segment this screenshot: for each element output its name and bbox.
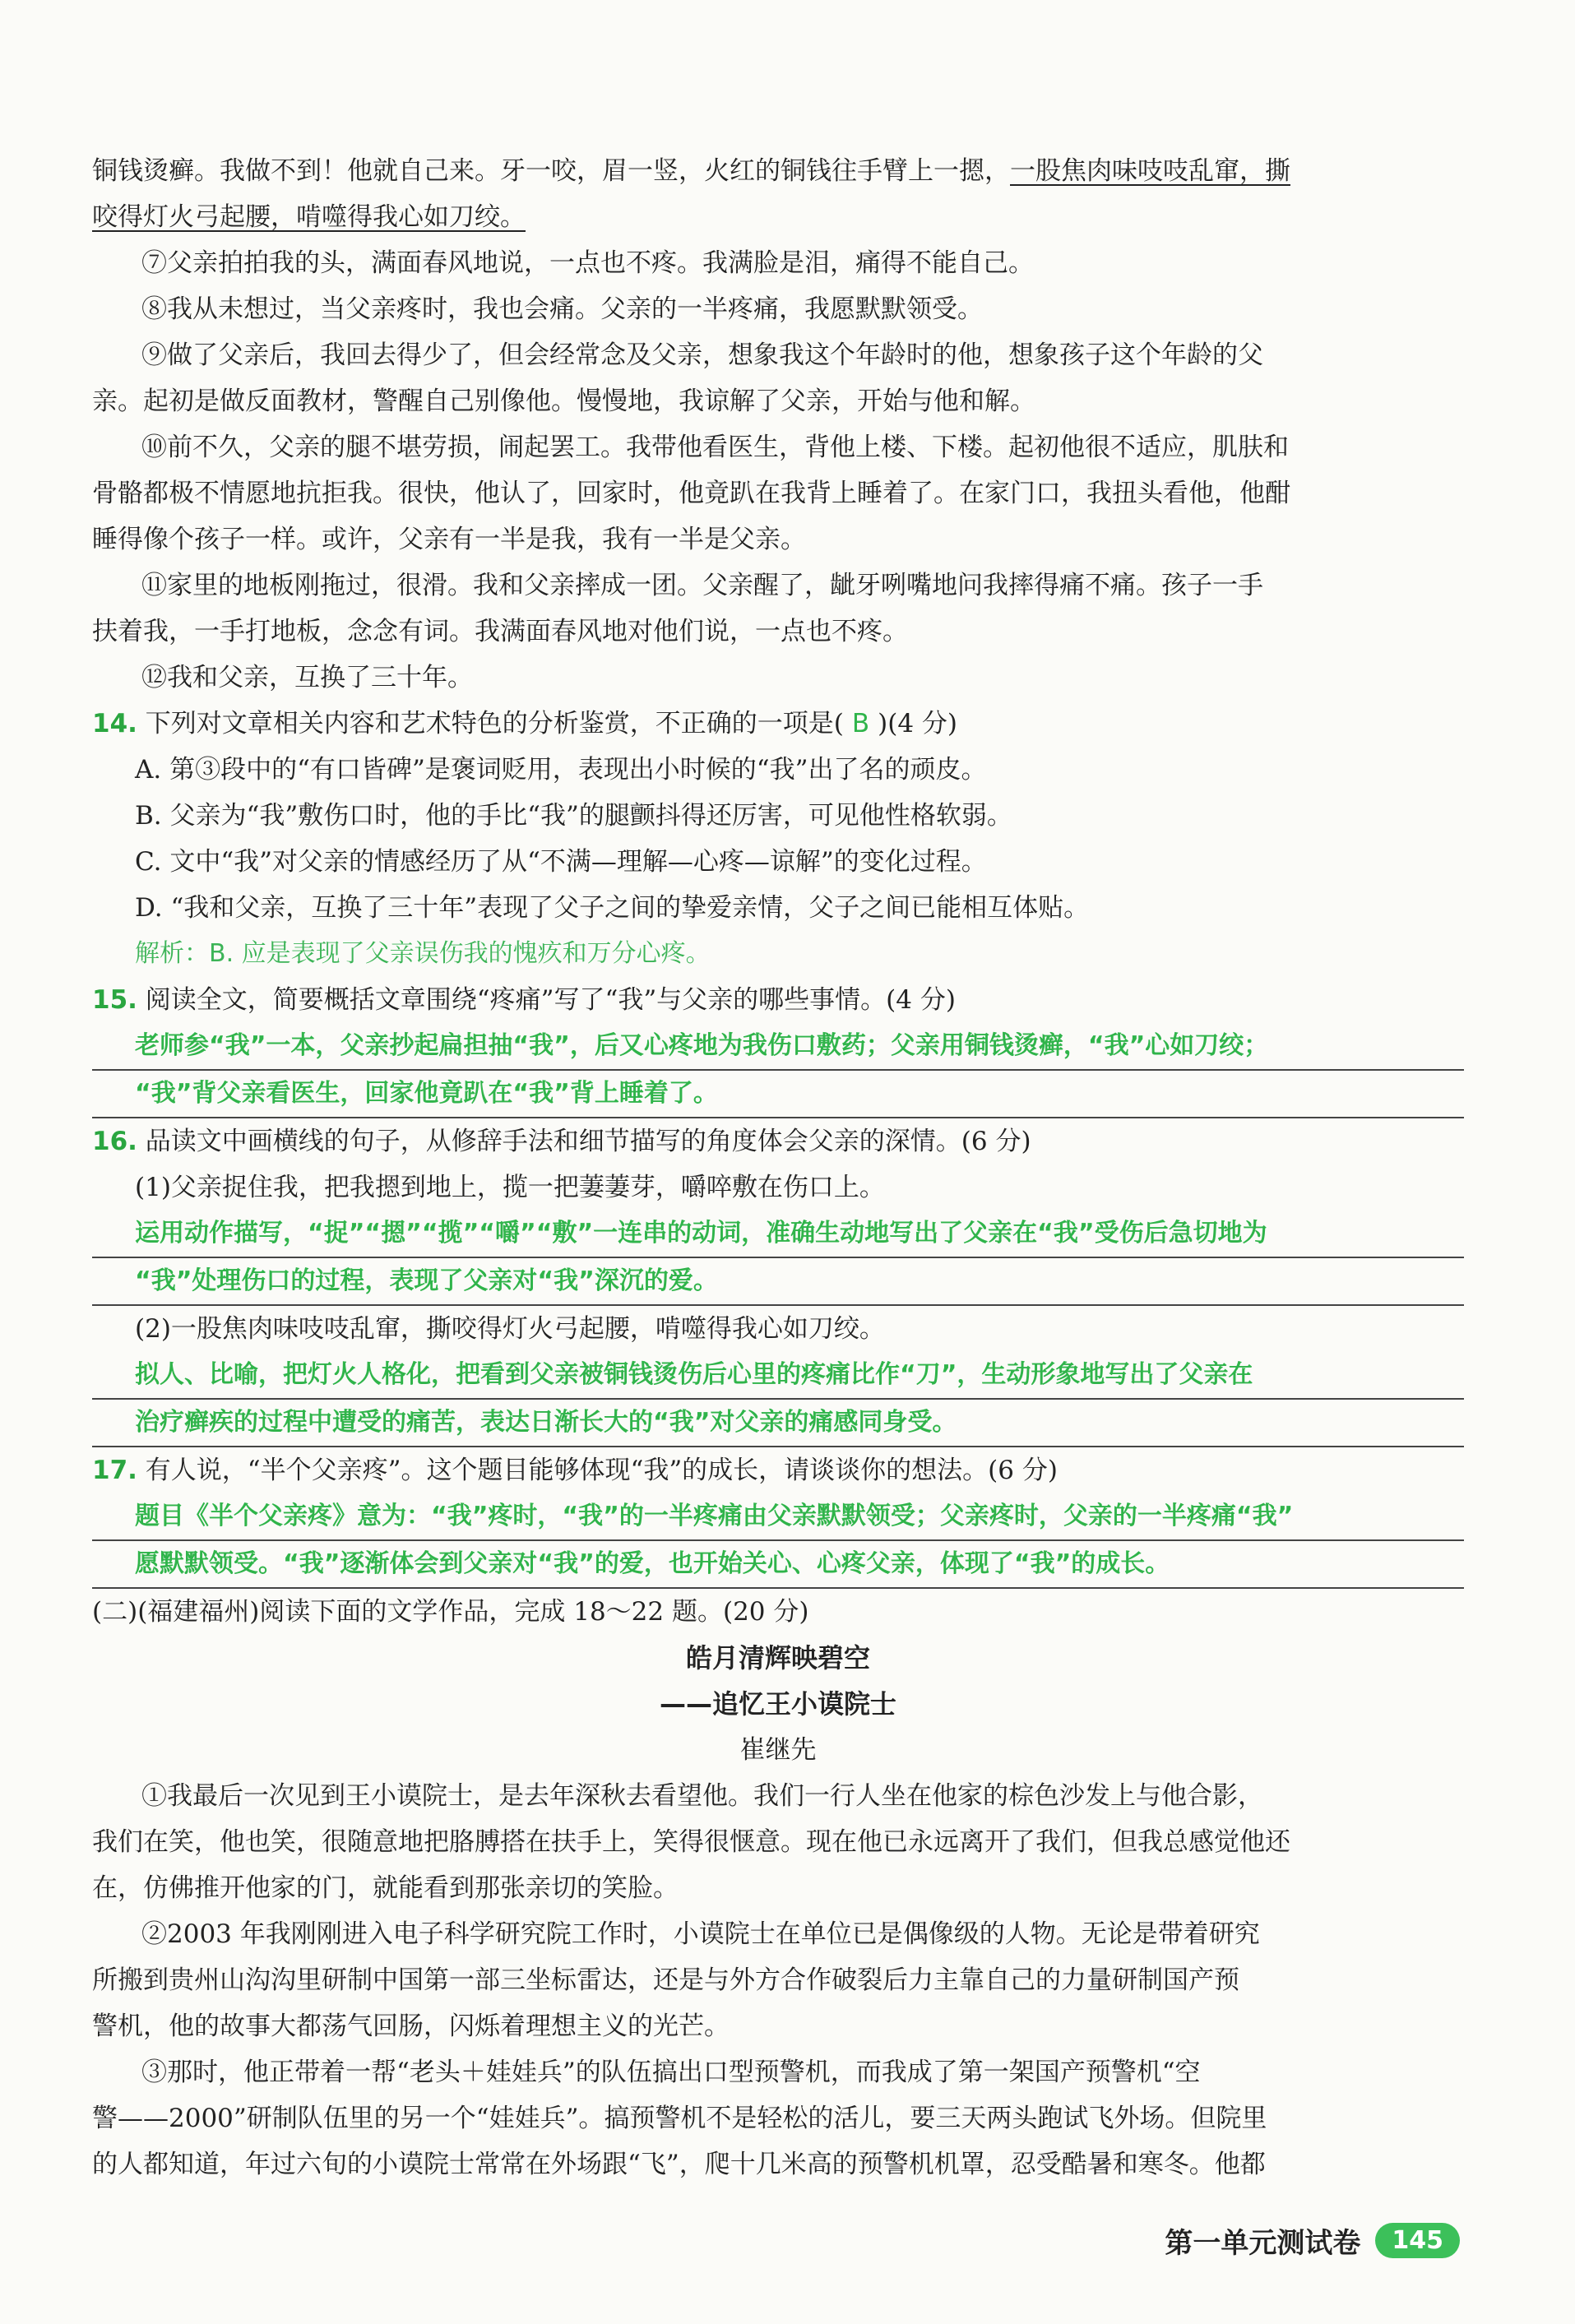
question-17 xyxy=(92,1447,1464,1493)
question-number: 15. xyxy=(92,985,137,1015)
option-b: B. 父亲为“我”敷伤口时，他的手比“我”的腿颤抖得还厉害，可见他性格软弱。 xyxy=(135,801,1012,831)
answer-line: 愿默默领受。“我”逐渐体会到父亲对“我”的爱，也开始关心、心疼父亲，体现了“我”的成长。 xyxy=(92,1541,1464,1589)
article-author: 崔继先 xyxy=(739,1735,817,1765)
option-d: D. “我和父亲，互换了三十年”表现了父子之间的挚爱亲情，父子之间已能相互体贴。 xyxy=(135,893,1090,923)
article-p3-line: 警——2000”研制队伍里的另一个“娃娃兵”。搞预警机不是轻松的活儿，要三天两头跑试飞外场。但院里 xyxy=(92,2104,1267,2133)
option-a: A. 第③段中的“有口皆碑”是褒词贬用，表现出小时候的“我”出了名的顽皮。 xyxy=(135,755,987,785)
unit-title: 第一单元测试卷 xyxy=(1165,2227,1361,2260)
story-text: 铜钱烫癣。我做不到！他就自己来。牙一咬，眉一竖，火红的铜钱往手臂上一摁， xyxy=(92,156,1010,186)
story-line xyxy=(92,148,1464,194)
story-line xyxy=(92,194,1464,240)
option-c: C. 文中“我”对父亲的情感经历了从“不满—理解—心疼—谅解”的变化过程。 xyxy=(135,847,987,877)
page-number-badge: 145 xyxy=(1375,2223,1460,2258)
question-stem: 有人说，“半个父亲疼”。这个题目能够体现“我”的成长，请谈谈你的想法。(6 分) xyxy=(145,1456,1058,1485)
section-heading: (二)(福建福州)阅读下面的文学作品，完成 18～22 题。(20 分) xyxy=(92,1597,809,1627)
answer-line: 治疗癣疾的过程中遭受的痛苦，表达日渐长大的“我”对父亲的痛感同身受。 xyxy=(92,1400,1464,1447)
answer-line: 老师参“我”一本，父亲抄起扁担抽“我”，后又心疼地为我伤口敷药；父亲用铜钱烫癣，“我”心如刀绞； xyxy=(92,1023,1464,1071)
article-p3-line: 的人都知道，年过六旬的小谟院士常常在外场跟“飞”，爬十几米高的预警机机罩，忍受酷暑和寒冬。他都 xyxy=(92,2150,1266,2179)
answer-line: “我”处理伤口的过程，表现了父亲对“我”深沉的爱。 xyxy=(92,1258,1464,1306)
paragraph-9-line: 亲。起初是做反面教材，警醒自己别像他。慢慢地，我谅解了父亲，开始与他和解。 xyxy=(92,387,1035,416)
sub-question-1: (1)父亲捉住我，把我摁到地上，揽一把萋萋芽，嚼啐敷在伤口上。 xyxy=(135,1173,885,1202)
paragraph-11-line: ⑪家里的地板刚拖过，很滑。我和父亲摔成一团。父亲醒了，龇牙咧嘴地问我摔得痛不痛。孩子一手 xyxy=(141,571,1263,600)
paragraph-11-line: 扶着我，一手打地板，念念有词。我满面春风地对他们说，一点也不疼。 xyxy=(92,617,908,646)
question-stem: 下列对文章相关内容和艺术特色的分析鉴赏，不正确的一项是( xyxy=(145,709,844,738)
question-number: 16. xyxy=(92,1127,137,1156)
question-number: 14. xyxy=(92,709,137,738)
question-score: )(4 分) xyxy=(878,709,958,738)
paragraph-10-line: 骨骼都极不情愿地抗拒我。很快，他认了，回家时，他竟趴在我背上睡着了。在家门口，我扭头看他，他酣 xyxy=(92,479,1290,508)
answer-line: 拟人、比喻，把灯火人格化，把看到父亲被铜钱烫伤后心里的疼痛比作“刀”，生动形象地写出了父亲在 xyxy=(92,1352,1464,1400)
paragraph-7: ⑦父亲拍拍我的头，满面春风地说，一点也不疼。我满脸是泪，痛得不能自己。 xyxy=(141,248,1034,278)
question-stem: 阅读全文，简要概括文章围绕“疼痛”写了“我”与父亲的哪些事情。(4 分) xyxy=(145,985,956,1015)
underlined-sentence: 咬得灯火弓起腰，啃噬得我心如刀绞。 xyxy=(92,202,526,232)
article-p1-line: 我们在笑，他也笑，很随意地把胳膊搭在扶手上，笑得很惬意。现在他已永远离开了我们，但我总感觉他还 xyxy=(92,1827,1290,1857)
question-stem: 品读文中画横线的句子，从修辞手法和细节描写的角度体会父亲的深情。(6 分) xyxy=(145,1127,1031,1156)
article-title: 皓月清辉映碧空 xyxy=(685,1642,870,1674)
answer-line: 题目《半个父亲疼》意为：“我”疼时，“我”的一半疼痛由父亲默默领受；父亲疼时，父亲的一半疼痛“我” xyxy=(92,1493,1464,1541)
underlined-sentence: 一股焦肉味吱吱乱窜，撕 xyxy=(1010,156,1290,186)
paragraph-12: ⑫我和父亲，互换了三十年。 xyxy=(141,663,473,692)
article-p2-line: 警机，他的故事大都荡气回肠，闪烁着理想主义的光芒。 xyxy=(92,2012,730,2041)
question-15 xyxy=(92,977,1464,1023)
analysis-text: 解析：B. 应是表现了父亲误伤我的愧疚和万分心疼。 xyxy=(135,939,711,968)
answer-line: 运用动作描写，“捉”“摁”“揽”“嚼”“敷”一连串的动词，准确生动地写出了父亲在“我”受伤后急切地为 xyxy=(92,1211,1464,1258)
question-number: 17. xyxy=(92,1456,137,1485)
paragraph-10-line: 睡得像个孩子一样。或许，父亲有一半是我，我有一半是父亲。 xyxy=(92,525,806,554)
question-14 xyxy=(92,701,1464,747)
article-p1-line: ①我最后一次见到王小谟院士，是去年深秋去看望他。我们一行人坐在他家的棕色沙发上与他合影， xyxy=(141,1781,1263,1811)
answer-choice: B xyxy=(851,709,870,738)
page-footer xyxy=(1165,2220,1460,2261)
article-subtitle: ——追忆王小谟院士 xyxy=(659,1688,896,1720)
article-p2-line: ②2003 年我刚刚进入电子科学研究院工作时，小谟院士在单位已是偶像级的人物。无论是带着研究 xyxy=(141,1919,1260,1949)
article-p1-line: 在，仿佛推开他家的门，就能看到那张亲切的笑脸。 xyxy=(92,1873,679,1903)
sub-question-2: (2)一股焦肉味吱吱乱窜，撕咬得灯火弓起腰，啃噬得我心如刀绞。 xyxy=(135,1314,885,1344)
question-16 xyxy=(92,1118,1464,1164)
answer-line: “我”背父亲看医生，回家他竟趴在“我”背上睡着了。 xyxy=(92,1071,1464,1118)
paragraph-9-line: ⑨做了父亲后，我回去得少了，但会经常念及父亲，想象我这个年龄时的他，想象孩子这个年龄的父 xyxy=(141,340,1263,370)
page-content xyxy=(92,148,1464,2187)
paragraph-8: ⑧我从未想过，当父亲疼时，我也会痛。父亲的一半疼痛，我愿默默领受。 xyxy=(141,294,983,324)
article-p3-line: ③那时，他正带着一帮“老头＋娃娃兵”的队伍搞出口型预警机，而我成了第一架国产预警机“空 xyxy=(141,2058,1201,2087)
article-p2-line: 所搬到贵州山沟沟里研制中国第一部三坐标雷达，还是与外方合作破裂后力主靠自己的力量研制国产预 xyxy=(92,1965,1239,1995)
paragraph-10-line: ⑩前不久，父亲的腿不堪劳损，闹起罢工。我带他看医生，背他上楼、下楼。起初他很不适应，肌肤和 xyxy=(141,433,1289,462)
